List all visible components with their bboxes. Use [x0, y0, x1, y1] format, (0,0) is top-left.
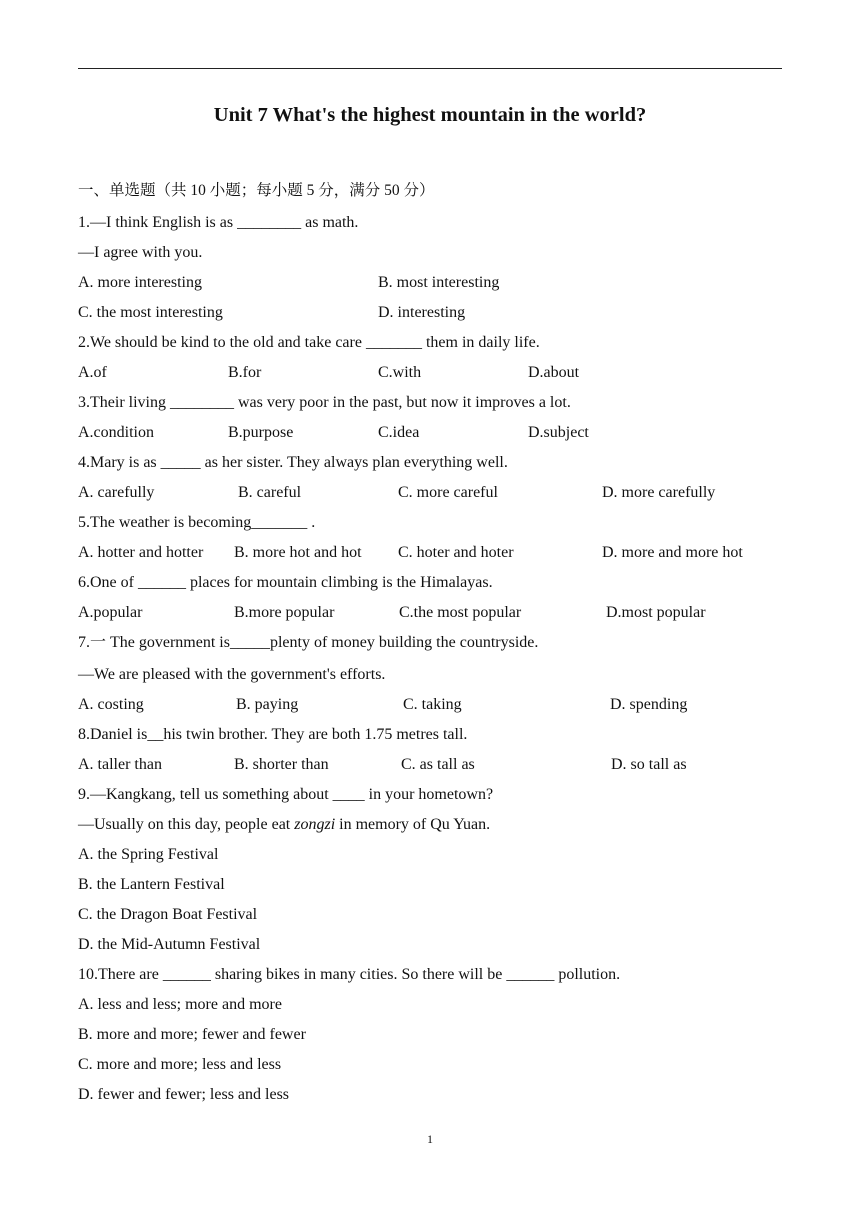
question-3 — [78, 390, 782, 450]
question-stem: 1.—I think English is as ________ as math. — [78, 214, 359, 231]
option-c: C.idea — [378, 424, 420, 441]
option-a: A.condition — [78, 424, 154, 441]
option-b: B. the Lantern Festival — [78, 876, 225, 893]
option-a: A.popular — [78, 604, 143, 621]
option-d: D.subject — [528, 424, 589, 441]
option-a: A. more interesting — [78, 274, 202, 291]
question-stem: 3.Their living ________ was very poor in the past, but now it improves a lot. — [78, 394, 571, 411]
option-d: D. fewer and fewer; less and less — [78, 1086, 290, 1103]
option-a: A. costing — [78, 696, 144, 713]
question-1 — [78, 210, 782, 330]
option-row — [78, 420, 782, 450]
option-b: B. paying — [236, 696, 299, 713]
option-row — [78, 692, 782, 722]
option-row — [78, 600, 782, 630]
option-c: C. more careful — [398, 484, 498, 501]
option-c: C.the most popular — [399, 604, 522, 621]
option-a: A. hotter and hotter — [78, 544, 204, 561]
option-row — [78, 360, 782, 390]
question-6 — [78, 570, 782, 630]
page-number: 1 — [427, 1132, 433, 1146]
question-stem: 5.The weather is becoming_______ . — [78, 514, 316, 531]
option-b: B. shorter than — [234, 756, 329, 773]
question-10 — [78, 962, 782, 1112]
option-b: B.purpose — [228, 424, 294, 441]
option-c: C.with — [378, 364, 422, 381]
option-d: D. interesting — [378, 304, 466, 321]
section-heading: 一、单选题（共 10 小题；每小题 5 分，满分 50 分） — [78, 182, 435, 199]
option-c: C. hoter and hoter — [398, 544, 514, 561]
question-stem: 9.—Kangkang, tell us something about ____ in your hometown? — [78, 786, 494, 803]
question-stem: 10.There are ______ sharing bikes in many cities. So there will be ______ pollution. — [78, 966, 621, 983]
option-a: A. taller than — [78, 756, 162, 773]
option-b: B.more popular — [234, 604, 335, 621]
option-a: A. carefully — [78, 484, 155, 501]
question-9 — [78, 782, 782, 962]
question-stem: 7.一 The government is_____plenty of money building the countryside. — [78, 634, 539, 651]
question-list — [78, 210, 782, 1112]
question-stem: 8.Daniel is__his twin brother. They are both 1.75 metres tall. — [78, 726, 468, 743]
option-b: B. more and more; fewer and fewer — [78, 1026, 306, 1043]
option-c: C. as tall as — [401, 756, 475, 773]
option-row — [78, 540, 782, 570]
option-d: D. spending — [610, 696, 688, 713]
question-stem: 2.We should be kind to the old and take care _______ them in daily life. — [78, 334, 540, 351]
option-row — [78, 270, 782, 300]
option-c: C. taking — [403, 696, 462, 713]
option-d: D. more and more hot — [602, 544, 743, 561]
question-4 — [78, 450, 782, 510]
header-rule — [78, 68, 782, 69]
option-row — [78, 480, 782, 510]
option-b: B. most interesting — [378, 274, 500, 291]
option-b: B. careful — [238, 484, 302, 501]
option-a: A.of — [78, 364, 107, 381]
question-5 — [78, 510, 782, 570]
option-d: D. more carefully — [602, 484, 716, 501]
option-a: A. less and less; more and more — [78, 996, 282, 1013]
question-7 — [78, 630, 782, 722]
option-row — [78, 300, 782, 330]
question-stem: —Usually on this day, people eat zongzi in memory of Qu Yuan. — [78, 816, 491, 833]
option-a: A. the Spring Festival — [78, 846, 219, 863]
option-c: C. the most interesting — [78, 304, 223, 321]
question-2 — [78, 330, 782, 390]
option-b: B.for — [228, 364, 262, 381]
option-d: D.about — [528, 364, 580, 381]
option-c: C. more and more; less and less — [78, 1056, 282, 1073]
question-stem: 4.Mary is as _____ as her sister. They always plan everything well. — [78, 454, 508, 471]
question-8 — [78, 722, 782, 782]
question-stem: —I agree with you. — [78, 244, 203, 261]
option-d: D. the Mid-Autumn Festival — [78, 936, 261, 953]
question-stem: —We are pleased with the government's efforts. — [78, 666, 386, 683]
option-d: D. so tall as — [611, 756, 687, 773]
page-title: Unit 7 What's the highest mountain in the world? — [213, 104, 647, 126]
option-d: D.most popular — [606, 604, 706, 621]
option-b: B. more hot and hot — [234, 544, 362, 561]
option-row — [78, 752, 782, 782]
question-stem: 6.One of ______ places for mountain climbing is the Himalayas. — [78, 574, 493, 591]
option-c: C. the Dragon Boat Festival — [78, 906, 258, 923]
